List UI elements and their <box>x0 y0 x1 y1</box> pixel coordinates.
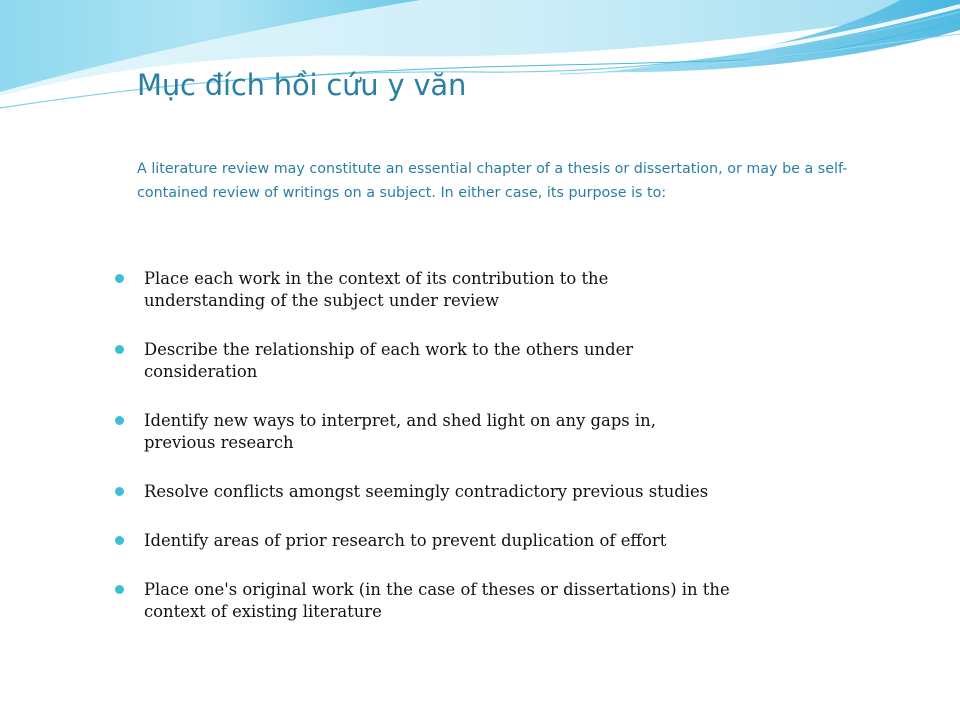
bullet-item <box>112 410 732 454</box>
bullet-dot-icon <box>115 487 124 496</box>
bullet-text: Place each work in the context of its contribution to the understanding of the subject under review <box>144 269 609 310</box>
bullet-dot-icon <box>115 345 124 354</box>
bullet-dot-icon <box>115 585 124 594</box>
bullet-dot-icon <box>115 536 124 545</box>
bullet-text: Resolve conflicts amongst seemingly contradictory previous studies <box>144 482 709 501</box>
slide-title: Mục đích hồi cứu y văn <box>137 68 467 102</box>
bullet-item <box>112 579 732 623</box>
bullet-item <box>112 530 732 552</box>
slide-subtitle: A literature review may constitute an essential chapter of a thesis or dissertation, or may be a self-contained review of writings on a subject. In either case, its purpose is to: <box>137 161 848 201</box>
bullet-text: Place one's original work (in the case of theses or dissertations) in the context of existing literature <box>144 580 730 621</box>
bullet-text: Identify new ways to interpret, and shed light on any gaps in, previous research <box>144 411 656 452</box>
header-wave-decoration <box>0 0 960 120</box>
bullet-text: Describe the relationship of each work to the others under consideration <box>144 340 634 381</box>
bullet-item <box>112 268 732 312</box>
bullet-item <box>112 481 732 503</box>
bullet-text: Identify areas of prior research to prevent duplication of effort <box>144 531 667 550</box>
bullet-item <box>112 339 732 383</box>
bullet-dot-icon <box>115 274 124 283</box>
bullet-dot-icon <box>115 416 124 425</box>
bullet-list <box>112 268 732 623</box>
